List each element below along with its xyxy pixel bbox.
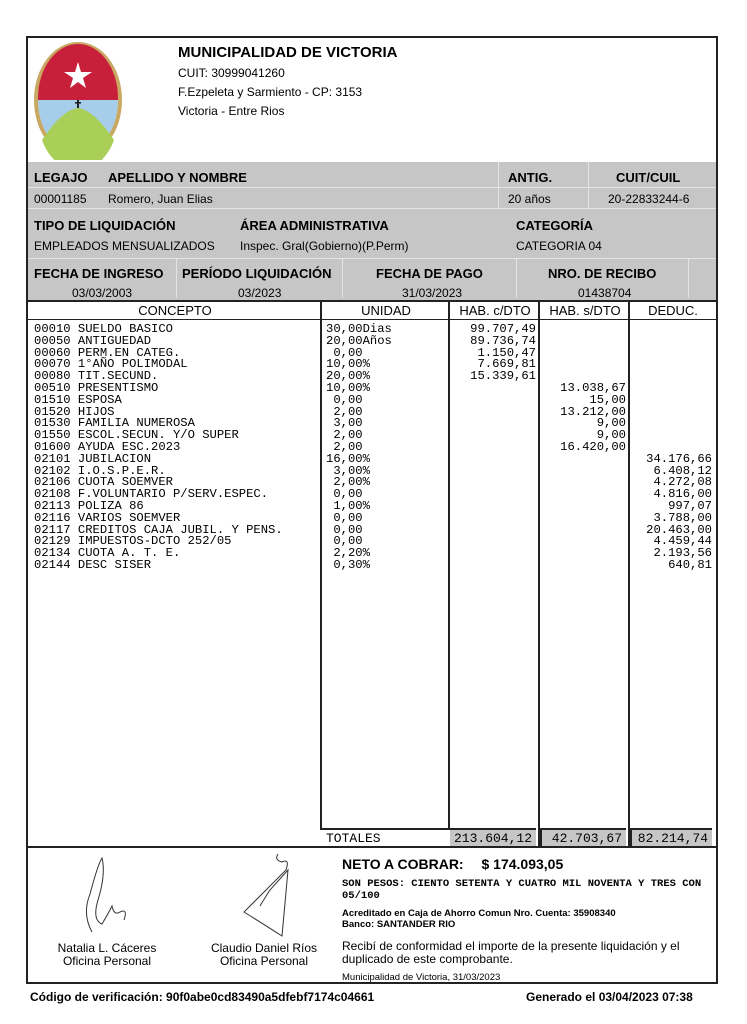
table-cell-concepto: 00510 PRESENTISMO <box>34 380 159 395</box>
cuit-value: 20-22833244-6 <box>608 192 690 206</box>
table-cell-hab_c: 7.669,81 <box>477 357 536 372</box>
totals-label: TOTALES <box>320 828 450 848</box>
table-cell-hab_c <box>450 442 536 454</box>
table-cell-hab_c <box>450 466 536 478</box>
table-cell-concepto: 02134 CUOTA A. T. E. <box>34 546 181 561</box>
divider <box>28 187 716 188</box>
table-cell-hab_c: 15.339,61 <box>470 369 536 384</box>
table-cell-unidad: 2,00 <box>326 428 363 443</box>
table-cell-unidad: 0,00 <box>326 510 363 525</box>
hab-s-list <box>540 324 626 572</box>
table-cell-deduc <box>630 430 712 442</box>
table-cell-hab_s <box>540 348 626 360</box>
receipt-acknowledgement: Recibí de conformidad el importe de la presente liquidación y el duplicado de este comprobante. <box>342 939 680 966</box>
hab-c-list <box>450 324 536 572</box>
signer-2-role: Oficina Personal <box>219 954 309 968</box>
net-pay-label: NETO A COBRAR: <box>342 856 464 872</box>
table-cell-concepto: 02116 VARIOS SOEMVER <box>34 510 181 525</box>
table-cell-concepto: 01510 ESPOSA <box>34 392 122 407</box>
table-cell-hab_c <box>450 395 536 407</box>
categoria-value: CATEGORIA 04 <box>516 239 602 253</box>
divider <box>28 208 716 209</box>
header-hab-s: HAB. s/DTO <box>540 302 630 320</box>
table-cell-deduc: 6.408,12 <box>653 463 712 478</box>
table-cell-unidad: 0,00 <box>326 345 363 360</box>
table-cell-unidad: 2,00% <box>326 475 370 490</box>
table-cell-hab_s <box>540 477 626 489</box>
table-cell-deduc <box>630 418 712 430</box>
table-cell-concepto: 02101 JUBILACION <box>34 451 152 466</box>
table-cell-hab_c <box>450 383 536 395</box>
divider <box>498 162 499 208</box>
table-cell-concepto: 02108 F.VOLUNTARIO P/SERV.ESPEC. <box>34 487 269 502</box>
org-cuit: CUIT: 30999041260 <box>178 66 285 80</box>
signer-1-name: Natalia L. Cáceres <box>57 941 157 955</box>
place-date: Municipalidad de Victoria, 31/03/2023 <box>342 972 501 983</box>
signature-icon <box>72 854 142 934</box>
bank-info: Banco: SANTANDER RIO <box>342 919 456 930</box>
table-cell-deduc <box>630 371 712 383</box>
net-pay <box>342 856 563 872</box>
table-cell-concepto: 02102 I.O.S.P.E.R. <box>34 463 166 478</box>
table-cell-concepto: 00070 1°AÑO POLIMODAL <box>34 357 188 372</box>
table-cell-hab_s <box>540 336 626 348</box>
signature-icon <box>230 850 300 940</box>
deduc-list <box>630 324 712 572</box>
name-label: APELLIDO Y NOMBRE <box>108 170 247 185</box>
tipo-label: TIPO DE LIQUIDACIÓN <box>34 218 176 233</box>
concepts-table <box>28 300 716 848</box>
table-cell-unidad: 0,00 <box>326 522 363 537</box>
header <box>28 38 716 164</box>
table-cell-hab_s <box>540 536 626 548</box>
header-unidad: UNIDAD <box>322 302 450 320</box>
periodo-label: PERÍODO LIQUIDACIÓN <box>182 266 332 281</box>
table-cell-deduc <box>630 348 712 360</box>
table-cell-concepto: 02117 CREDITOS CAJA JUBIL. Y PENS. <box>34 522 283 537</box>
table-cell-hab_s <box>540 548 626 560</box>
table-cell-hab_s: 13.212,00 <box>560 404 626 419</box>
table-cell-hab_c: 99.707,49 <box>470 322 536 336</box>
amount-in-words: SON PESOS: CIENTO SETENTA Y CUATRO MIL NOVENTA Y TRES CON 05/100 <box>342 878 702 902</box>
table-cell-concepto: 02106 CUOTA SOEMVER <box>34 475 173 490</box>
table-cell-hab_s <box>540 501 626 513</box>
total-deduc: 82.214,74 <box>630 828 712 848</box>
table-cell-deduc: 2.193,56 <box>653 546 712 561</box>
recibo-value: 01438704 <box>578 286 632 300</box>
table-cell-hab_c: 89.736,74 <box>470 333 536 348</box>
table-cell-concepto: 02129 IMPUESTOS-DCTO 252/05 <box>34 534 232 549</box>
table-cell-unidad: 3,00 <box>326 416 363 431</box>
table-cell-deduc <box>630 359 712 371</box>
table-cell-hab_s <box>540 560 626 572</box>
pago-value: 31/03/2023 <box>402 286 463 300</box>
header-concepto: CONCEPTO <box>28 302 322 320</box>
table-cell-deduc: 20.463,00 <box>646 522 712 537</box>
table-cell-deduc: 34.176,66 <box>646 451 712 466</box>
employee-info <box>28 162 716 300</box>
municipal-coat-of-arms-icon <box>32 40 124 160</box>
signer-1 <box>52 942 162 968</box>
payslip <box>26 36 718 984</box>
table-cell-hab_c <box>450 477 536 489</box>
table-cell-unidad: 10,00% <box>326 357 370 372</box>
table-cell-concepto: 00010 SUELDO BASICO <box>34 322 173 336</box>
org-address: F.Ezpeleta y Sarmiento - CP: 3153 <box>178 85 363 99</box>
table-cell-hab_s <box>540 489 626 501</box>
legajo-value: 00001185 <box>34 192 87 206</box>
table-cell-hab_c <box>450 536 536 548</box>
deposit-info <box>342 908 616 930</box>
divider <box>688 258 689 298</box>
ingreso-value: 03/03/2003 <box>72 286 133 300</box>
table-cell-unidad: 1,00% <box>326 498 370 513</box>
name-value: Romero, Juan Elias <box>108 192 213 206</box>
concepto-list <box>34 324 318 572</box>
table-cell-hab_s: 15,00 <box>589 392 626 407</box>
account-info: Acreditado en Caja de Ahorro Comun Nro. Cuenta: 35908340 <box>342 908 616 919</box>
table-cell-unidad: 0,30% <box>326 557 370 572</box>
table-cell-hab_c <box>450 525 536 537</box>
table-cell-hab_s: 9,00 <box>596 428 626 443</box>
table-cell-hab_c <box>450 548 536 560</box>
table-cell-hab_s: 16.420,00 <box>560 439 626 454</box>
table-cell-unidad: 30,00Dias <box>326 322 392 336</box>
periodo-value: 03/2023 <box>238 286 282 300</box>
total-hab-c: 213.604,12 <box>450 828 536 848</box>
table-cell-concepto: 00080 TIT.SECUND. <box>34 369 159 384</box>
table-cell-unidad: 0,00 <box>326 392 363 407</box>
header-hab-c: HAB. c/DTO <box>450 302 540 320</box>
table-cell-hab_c <box>450 407 536 419</box>
table-cell-hab_s: 9,00 <box>596 416 626 431</box>
unidad-list <box>326 324 444 572</box>
table-cell-hab_c <box>450 454 536 466</box>
divider <box>516 258 517 298</box>
table-cell-hab_c <box>450 513 536 525</box>
table-cell-concepto: 01600 AYUDA ESC.2023 <box>34 439 181 454</box>
table-cell-unidad: 20,00% <box>326 369 370 384</box>
table-cell-hab_s <box>540 513 626 525</box>
table-cell-hab_s <box>540 466 626 478</box>
footer <box>28 846 716 986</box>
table-cell-hab_c <box>450 418 536 430</box>
table-cell-hab_c <box>450 501 536 513</box>
table-cell-hab_s <box>540 359 626 371</box>
total-hab-s: 42.703,67 <box>540 828 626 848</box>
org-name: MUNICIPALIDAD DE VICTORIA <box>178 44 398 61</box>
pago-label: FECHA DE PAGO <box>376 266 483 281</box>
table-cell-unidad: 2,00 <box>326 439 363 454</box>
header-deduc: DEDUC. <box>630 302 716 320</box>
recibo-label: NRO. DE RECIBO <box>548 266 657 281</box>
generated-date: Generado el 03/04/2023 07:38 <box>526 990 693 1004</box>
table-cell-hab_c <box>450 430 536 442</box>
table-cell-deduc <box>630 407 712 419</box>
area-label: ÁREA ADMINISTRATIVA <box>240 218 389 233</box>
table-cell-concepto: 01520 HIJOS <box>34 404 115 419</box>
table-cell-unidad: 16,00% <box>326 451 370 466</box>
table-cell-unidad: 10,00% <box>326 380 370 395</box>
table-cell-concepto: 02113 POLIZA 86 <box>34 498 144 513</box>
table-cell-deduc <box>630 324 712 336</box>
table-cell-deduc: 3.788,00 <box>653 510 712 525</box>
table-cell-unidad: 0,00 <box>326 487 363 502</box>
table-cell-unidad: 2,20% <box>326 546 370 561</box>
table-cell-hab_c <box>450 489 536 501</box>
table-cell-unidad: 0,00 <box>326 534 363 549</box>
table-cell-concepto: 01550 ESCOL.SECUN. Y/O SUPER <box>34 428 239 443</box>
table-cell-hab_s <box>540 324 626 336</box>
table-cell-hab_s <box>540 525 626 537</box>
table-cell-deduc: 640,81 <box>668 557 712 572</box>
antig-label: ANTIG. <box>508 170 553 185</box>
table-cell-hab_s <box>540 454 626 466</box>
divider <box>176 258 177 298</box>
area-value: Inspec. Gral(Gobierno)(P.Perm) <box>240 239 409 253</box>
table-cell-deduc: 4.272,08 <box>653 475 712 490</box>
table-cell-concepto: 02144 DESC SISER <box>34 557 152 572</box>
organization-info <box>178 44 397 121</box>
net-pay-value: $ 174.093,05 <box>481 856 564 872</box>
table-cell-deduc <box>630 383 712 395</box>
table-cell-hab_c: 1.150,47 <box>477 345 536 360</box>
ingreso-label: FECHA DE INGRESO <box>34 266 164 281</box>
verification-code: Código de verificación: 90f0abe0cd83490a5dfebf7174c04661 <box>30 990 375 1004</box>
antig-value: 20 años <box>508 192 551 206</box>
categoria-label: CATEGORÍA <box>516 218 594 233</box>
signer-2-name: Claudio Daniel Ríos <box>210 941 318 955</box>
table-cell-deduc <box>630 395 712 407</box>
table-cell-unidad: 2,00 <box>326 404 363 419</box>
table-cell-hab_c <box>450 560 536 572</box>
table-cell-concepto: 00060 PERM.EN CATEG. <box>34 345 181 360</box>
table-cell-deduc: 4.459,44 <box>653 534 712 549</box>
tipo-value: EMPLEADOS MENSUALIZADOS <box>34 239 215 253</box>
table-cell-unidad: 20,00Años <box>326 333 392 348</box>
legajo-label: LEGAJO <box>34 170 88 185</box>
divider <box>342 258 343 298</box>
table-cell-concepto: 01530 FAMILIA NUMEROSA <box>34 416 195 431</box>
table-cell-hab_s: 13.038,67 <box>560 380 626 395</box>
divider <box>588 162 589 208</box>
table-cell-unidad: 3,00% <box>326 463 370 478</box>
table-cell-deduc <box>630 336 712 348</box>
table-cell-concepto: 00050 ANTIGUEDAD <box>34 333 152 348</box>
table-cell-deduc: 4.816,00 <box>653 487 712 502</box>
table-cell-deduc: 997,07 <box>668 498 712 513</box>
divider <box>28 258 716 259</box>
signer-2 <box>204 942 324 968</box>
cuit-label: CUIT/CUIL <box>616 170 681 185</box>
org-city: Victoria - Entre Rios <box>178 104 285 118</box>
signer-1-role: Oficina Personal <box>62 954 152 968</box>
